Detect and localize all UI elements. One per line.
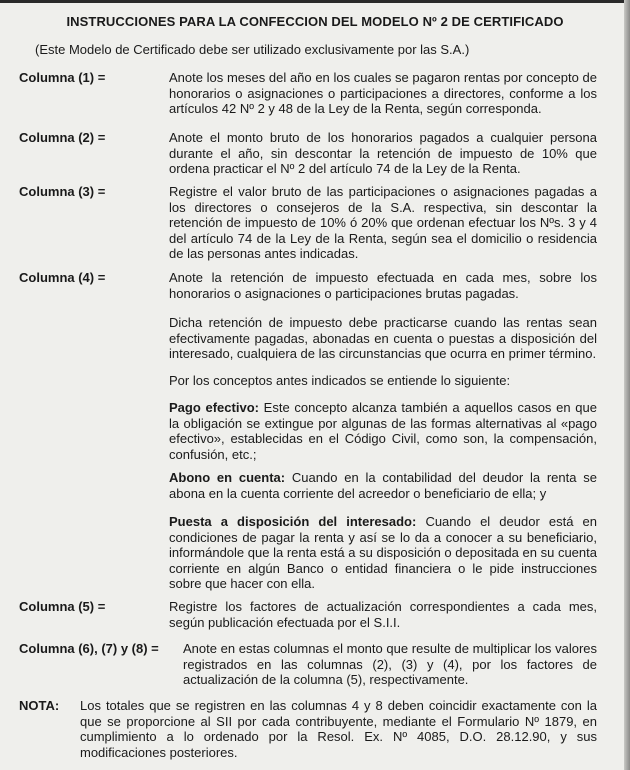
abono-en-cuenta-definition: [169, 470, 597, 501]
column-4-label: Columna (4) =: [19, 270, 106, 285]
column-4-retention-paragraph: Dicha retención de impuesto debe practicarse cuando las rentas sean efectivamente pagadas, abonadas en cuenta o puestas a disposición del interesado, cualquiera de las circunstancias que ocurra en primer término.: [169, 315, 597, 361]
column-5-text: Registre los factores de actualización correspondientes a cada mes, según publicación efectuada por el S.I.I.: [169, 599, 597, 630]
puesta-disposicion-term: Puesta a disposición del interesado:: [169, 514, 417, 529]
column-4-text: Anote la retención de impuesto efectuada en cada mes, sobre los honorarios o asignaciones o participaciones brutas pagadas.: [169, 270, 597, 301]
column-1-label: Columna (1) =: [19, 70, 106, 85]
nota-text: Los totales que se registren en las columnas 4 y 8 deben coincidir exactamente con la que se proporcione al SII por cada contribuyente, mediante el Formulario Nº 1879, en cumplimiento a lo ordenado por la Resol. Ex. Nº 4085, D.O. 28.12.90, y sus modificaciones posteriores.: [80, 698, 597, 760]
pago-efectivo-definition: [169, 400, 597, 462]
column-3-text: Registre el valor bruto de las participaciones o asignaciones pagadas a los directores o consejeros de la S.A. respectiva, sin descontar la retención de impuesto de 10% ó 20% que ordenan efectuar los Nºs. 3 y 4 del artículo 74 de la Ley de la Renta, según sea el domicilio o residencia de las personas antes indicadas.: [169, 184, 597, 261]
pago-efectivo-text: Este concepto alcanza también a aquellos casos en que la obligación se extingue por algunas de las formas alternativas al «pago efectivo», establecidas en el Código Civil, como son, la compensación, confusión, etc.;: [169, 400, 598, 462]
page-edge-shadow: [624, 0, 630, 770]
puesta-disposicion-definition: [169, 514, 597, 592]
nota-label: NOTA:: [19, 698, 60, 713]
column-3-label: Columna (3) =: [19, 184, 106, 199]
column-4-concepts-intro: Por los conceptos antes indicados se entiende lo siguiente:: [169, 373, 511, 388]
top-rule: [0, 0, 630, 3]
column-6-7-8-label: Columna (6), (7) y (8) =: [19, 641, 159, 656]
column-5-label: Columna (5) =: [19, 599, 106, 614]
column-6-7-8-text: Anote en estas columnas el monto que resulte de multiplicar los valores registrados en las columnas (2), (3) y (4), por los factores de actualización de la columna (5), respectivamente.: [183, 641, 597, 687]
abono-en-cuenta-text: Cuando en la contabilidad del deudor la renta se abona en la cuenta corriente del acreedor o beneficiario de ella; y: [169, 470, 597, 501]
column-2-text: Anote el monto bruto de los honorarios pagados a cualquier persona durante el año, sin descontar la retención de impuesto de 10% que ordena practicar el Nº 2 del artículo 74 de la Ley de la Renta.: [169, 130, 597, 176]
abono-en-cuenta-term: Abono en cuenta:: [169, 470, 286, 485]
puesta-disposicion-text: Cuando el deudor está en condiciones de pagar la renta y así se lo da a conocer a su beneficiario, informándole que la renta está a su disposición o depositada en su cuenta corriente en algún Banco o entidad financiera o le pide instrucciones sobre que hacer con ella.: [169, 514, 597, 591]
pago-efectivo-term: Pago efectivo:: [169, 400, 259, 415]
page-subtitle: (Este Modelo de Certificado debe ser utilizado exclusivamente por las S.A.): [35, 42, 470, 57]
column-2-label: Columna (2) =: [19, 130, 106, 145]
page-title: INSTRUCCIONES PARA LA CONFECCION DEL MODELO Nº 2 DE CERTIFICADO: [66, 14, 564, 29]
column-1-text: Anote los meses del año en los cuales se pagaron rentas por concepto de honorarios o asignaciones o participaciones a directores, conforme a los artículos 42 Nº 2 y 48 de la Ley de la Renta, según corresponda.: [169, 70, 597, 116]
